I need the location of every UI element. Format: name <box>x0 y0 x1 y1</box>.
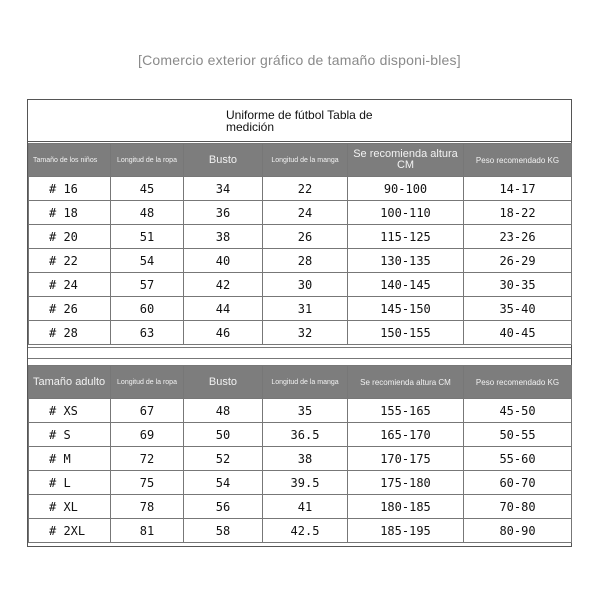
adults-cell-height: 180-185 <box>348 495 464 519</box>
adults-cell-height: 185-195 <box>348 519 464 543</box>
table-row <box>29 201 572 225</box>
kids-cell-length: 54 <box>111 249 184 273</box>
kids-header-length: Longitud de la ropa <box>111 144 184 177</box>
adults-cell-size: # L <box>29 471 111 495</box>
adults-cell-weight: 50-55 <box>464 423 572 447</box>
table-row <box>29 495 572 519</box>
adults-cell-length: 67 <box>111 399 184 423</box>
adults-header-row <box>29 366 572 399</box>
kids-cell-length: 63 <box>111 321 184 345</box>
kids-cell-bust: 34 <box>184 177 263 201</box>
adults-cell-bust: 52 <box>184 447 263 471</box>
table-separator <box>28 347 571 359</box>
adults-cell-weight: 55-60 <box>464 447 572 471</box>
adults-cell-bust: 48 <box>184 399 263 423</box>
adults-cell-weight: 60-70 <box>464 471 572 495</box>
table-row <box>29 447 572 471</box>
kids-header-bust: Busto <box>184 144 263 177</box>
kids-cell-sleeve: 28 <box>263 249 348 273</box>
adults-cell-length: 78 <box>111 495 184 519</box>
kids-header-weight: Peso recomendado KG <box>464 144 572 177</box>
adults-cell-sleeve: 42.5 <box>263 519 348 543</box>
kids-cell-height: 140-145 <box>348 273 464 297</box>
adults-cell-bust: 58 <box>184 519 263 543</box>
kids-size-table <box>28 143 572 345</box>
adults-cell-sleeve: 36.5 <box>263 423 348 447</box>
kids-cell-height: 90-100 <box>348 177 464 201</box>
kids-cell-bust: 46 <box>184 321 263 345</box>
kids-cell-weight: 30-35 <box>464 273 572 297</box>
adults-cell-weight: 80-90 <box>464 519 572 543</box>
kids-cell-weight: 14-17 <box>464 177 572 201</box>
adults-cell-length: 72 <box>111 447 184 471</box>
adults-cell-weight: 45-50 <box>464 399 572 423</box>
kids-cell-size: # 26 <box>29 297 111 321</box>
kids-cell-length: 57 <box>111 273 184 297</box>
adults-cell-size: # XS <box>29 399 111 423</box>
table-row <box>29 273 572 297</box>
kids-cell-size: # 18 <box>29 201 111 225</box>
kids-cell-length: 60 <box>111 297 184 321</box>
adults-cell-bust: 50 <box>184 423 263 447</box>
adults-cell-size: # 2XL <box>29 519 111 543</box>
adult-size-table <box>28 365 572 543</box>
kids-cell-length: 45 <box>111 177 184 201</box>
kids-cell-sleeve: 30 <box>263 273 348 297</box>
kids-cell-weight: 40-45 <box>464 321 572 345</box>
kids-cell-height: 100-110 <box>348 201 464 225</box>
adults-cell-height: 155-165 <box>348 399 464 423</box>
adults-header-sleeve: Longitud de la manga <box>263 366 348 399</box>
adults-cell-length: 75 <box>111 471 184 495</box>
adults-cell-sleeve: 38 <box>263 447 348 471</box>
kids-cell-weight: 26-29 <box>464 249 572 273</box>
table-row <box>29 249 572 273</box>
table-row <box>29 519 572 543</box>
adults-cell-bust: 54 <box>184 471 263 495</box>
kids-cell-sleeve: 24 <box>263 201 348 225</box>
kids-cell-height: 145-150 <box>348 297 464 321</box>
adults-cell-size: # XL <box>29 495 111 519</box>
kids-cell-size: # 20 <box>29 225 111 249</box>
adults-cell-weight: 70-80 <box>464 495 572 519</box>
kids-cell-size: # 28 <box>29 321 111 345</box>
kids-cell-weight: 35-40 <box>464 297 572 321</box>
kids-header-row <box>29 144 572 177</box>
adults-header-bust: Busto <box>184 366 263 399</box>
kids-cell-bust: 40 <box>184 249 263 273</box>
kids-cell-bust: 36 <box>184 201 263 225</box>
table-row <box>29 399 572 423</box>
kids-cell-bust: 38 <box>184 225 263 249</box>
chart-title-row <box>28 100 571 142</box>
adults-cell-sleeve: 39.5 <box>263 471 348 495</box>
kids-cell-height: 115-125 <box>348 225 464 249</box>
kids-cell-height: 150-155 <box>348 321 464 345</box>
kids-header-sleeve: Longitud de la manga <box>263 144 348 177</box>
table-row <box>29 225 572 249</box>
adults-cell-sleeve: 41 <box>263 495 348 519</box>
kids-cell-bust: 42 <box>184 273 263 297</box>
adults-cell-size: # S <box>29 423 111 447</box>
kids-cell-size: # 24 <box>29 273 111 297</box>
adults-header-size: Tamaño adulto <box>29 366 111 399</box>
adults-cell-height: 175-180 <box>348 471 464 495</box>
kids-cell-sleeve: 26 <box>263 225 348 249</box>
kids-cell-size: # 16 <box>29 177 111 201</box>
adults-cell-sleeve: 35 <box>263 399 348 423</box>
table-row <box>29 321 572 345</box>
table-row <box>29 177 572 201</box>
adults-cell-length: 69 <box>111 423 184 447</box>
page-caption: [Comercio exterior gráfico de tamaño disponi-bles] <box>138 52 461 68</box>
adults-header-weight: Peso recomendado KG <box>464 366 572 399</box>
adults-header-height: Se recomienda altura CM <box>348 366 464 399</box>
adults-cell-bust: 56 <box>184 495 263 519</box>
kids-cell-height: 130-135 <box>348 249 464 273</box>
kids-cell-weight: 23-26 <box>464 225 572 249</box>
chart-title: Uniforme de fútbol Tabla de medición <box>226 108 373 134</box>
kids-cell-sleeve: 31 <box>263 297 348 321</box>
kids-cell-size: # 22 <box>29 249 111 273</box>
table-row <box>29 297 572 321</box>
kids-cell-length: 48 <box>111 201 184 225</box>
adults-header-length: Longitud de la ropa <box>111 366 184 399</box>
kids-header-size: Tamaño de los niños <box>29 144 111 177</box>
adults-cell-length: 81 <box>111 519 184 543</box>
table-row <box>29 471 572 495</box>
table-row <box>29 423 572 447</box>
kids-cell-sleeve: 32 <box>263 321 348 345</box>
kids-header-height: Se recomienda altura CM <box>348 144 464 177</box>
adults-cell-height: 170-175 <box>348 447 464 471</box>
kids-cell-length: 51 <box>111 225 184 249</box>
adults-cell-size: # M <box>29 447 111 471</box>
size-chart <box>27 99 572 547</box>
kids-cell-weight: 18-22 <box>464 201 572 225</box>
kids-cell-sleeve: 22 <box>263 177 348 201</box>
kids-cell-bust: 44 <box>184 297 263 321</box>
adults-cell-height: 165-170 <box>348 423 464 447</box>
